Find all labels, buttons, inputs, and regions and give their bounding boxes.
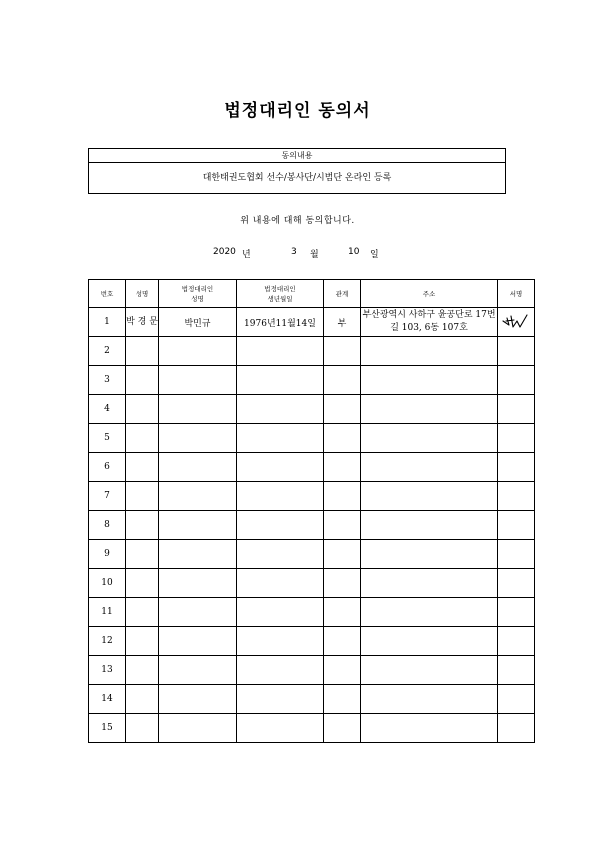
header-guardian-birth [237, 280, 324, 308]
row-signature [498, 337, 535, 366]
row-number: 8 [89, 511, 126, 540]
row-number: 6 [89, 453, 126, 482]
row-signature [498, 569, 535, 598]
table-row [89, 424, 535, 453]
row-number: 13 [89, 656, 126, 685]
table-row [89, 627, 535, 656]
row-number: 2 [89, 337, 126, 366]
row-signature [498, 627, 535, 656]
row-signature [498, 482, 535, 511]
row-address [361, 424, 498, 453]
row-number: 3 [89, 366, 126, 395]
row-relation [324, 714, 361, 743]
guardian-table [88, 279, 535, 743]
row-address [361, 511, 498, 540]
row-name [126, 714, 159, 743]
row-number: 14 [89, 685, 126, 714]
row-relation [324, 540, 361, 569]
date-month: 3 [291, 247, 297, 257]
row-relation [324, 482, 361, 511]
row-name [126, 627, 159, 656]
row-relation [324, 337, 361, 366]
row-name [126, 337, 159, 366]
consent-header: 동의내용 [89, 149, 505, 163]
row-guardian-birth [237, 424, 324, 453]
header-guardian-name-line1: 법정대리인 [181, 284, 214, 293]
signature-mark [501, 312, 531, 332]
row-signature [498, 424, 535, 453]
row-signature [498, 366, 535, 395]
row-guardian-birth [237, 511, 324, 540]
row-address [361, 627, 498, 656]
row-guardian-name [159, 569, 237, 598]
row-guardian-birth [237, 540, 324, 569]
row-name [126, 685, 159, 714]
row-address [361, 656, 498, 685]
row-signature [498, 540, 535, 569]
row-address [361, 598, 498, 627]
date-month-unit: 월 [310, 250, 319, 260]
row-address [361, 714, 498, 743]
row-name [126, 598, 159, 627]
table-row [89, 337, 535, 366]
row-signature [498, 308, 535, 337]
date-year: 2020 [213, 247, 236, 257]
row-relation [324, 511, 361, 540]
row-name [126, 482, 159, 511]
row-name [126, 424, 159, 453]
row-guardian-name [159, 685, 237, 714]
row-name [126, 511, 159, 540]
row-guardian-name [159, 511, 237, 540]
document-title: 법정대리인 동의서 [224, 101, 371, 121]
row-address [361, 482, 498, 511]
row-relation: 부 [324, 308, 361, 337]
row-number: 7 [89, 482, 126, 511]
table-row [89, 598, 535, 627]
row-relation [324, 453, 361, 482]
table-row [89, 482, 535, 511]
row-number: 10 [89, 569, 126, 598]
table-row [89, 395, 535, 424]
row-relation [324, 366, 361, 395]
row-signature [498, 656, 535, 685]
header-signature: 서명 [498, 280, 535, 308]
row-guardian-name [159, 482, 237, 511]
table-row [89, 453, 535, 482]
row-relation [324, 656, 361, 685]
header-number: 번호 [89, 280, 126, 308]
header-address: 주소 [361, 280, 498, 308]
row-guardian-name [159, 366, 237, 395]
row-guardian-name [159, 714, 237, 743]
row-address [361, 540, 498, 569]
table-row [89, 308, 535, 337]
row-name [126, 453, 159, 482]
row-guardian-birth [237, 395, 324, 424]
row-number: 12 [89, 627, 126, 656]
row-address [361, 337, 498, 366]
row-number: 15 [89, 714, 126, 743]
header-name: 성명 [126, 280, 159, 308]
row-number: 5 [89, 424, 126, 453]
row-signature [498, 685, 535, 714]
row-number: 11 [89, 598, 126, 627]
header-guardian-birth-line2: 생년월일 [267, 294, 293, 303]
row-address [361, 685, 498, 714]
row-guardian-name [159, 337, 237, 366]
row-signature [498, 453, 535, 482]
row-guardian-birth [237, 482, 324, 511]
row-address [361, 395, 498, 424]
row-guardian-name [159, 598, 237, 627]
row-number: 9 [89, 540, 126, 569]
row-guardian-birth [237, 366, 324, 395]
row-guardian-name: 박민규 [159, 308, 237, 337]
row-guardian-name [159, 627, 237, 656]
row-name [126, 569, 159, 598]
row-name [126, 395, 159, 424]
row-guardian-name [159, 453, 237, 482]
table-row [89, 511, 535, 540]
row-relation [324, 598, 361, 627]
row-name: 박 경 문 [126, 308, 159, 337]
row-guardian-name [159, 424, 237, 453]
row-number: 4 [89, 395, 126, 424]
header-relation: 관계 [324, 280, 361, 308]
row-guardian-birth [237, 569, 324, 598]
row-name [126, 540, 159, 569]
row-signature [498, 511, 535, 540]
table-row [89, 540, 535, 569]
row-guardian-birth [237, 656, 324, 685]
row-relation [324, 395, 361, 424]
row-guardian-birth [237, 337, 324, 366]
row-name [126, 656, 159, 685]
row-relation [324, 627, 361, 656]
row-guardian-birth [237, 627, 324, 656]
header-guardian-birth-line1: 법정대리인 [264, 284, 296, 293]
row-guardian-birth [237, 685, 324, 714]
row-number: 1 [89, 308, 126, 337]
date-day: 10 [348, 247, 360, 257]
row-address: 부산광역시 사하구 윤공단로 17번길 103, 6동 107호 [361, 308, 498, 337]
row-relation [324, 569, 361, 598]
date-year-unit: 년 [242, 250, 251, 260]
agree-statement: 위 내용에 대해 동의합니다. [240, 216, 355, 226]
row-guardian-name [159, 395, 237, 424]
row-guardian-birth [237, 714, 324, 743]
table-row [89, 656, 535, 685]
row-guardian-birth: 1976년11월14일 [237, 308, 324, 337]
consent-box [88, 148, 506, 194]
table-row [89, 366, 535, 395]
row-address [361, 366, 498, 395]
row-address [361, 569, 498, 598]
row-guardian-birth [237, 598, 324, 627]
row-guardian-name [159, 540, 237, 569]
table-row [89, 569, 535, 598]
row-guardian-birth [237, 453, 324, 482]
header-guardian-name [159, 280, 237, 308]
date-day-unit: 일 [370, 250, 379, 260]
row-name [126, 366, 159, 395]
row-signature [498, 395, 535, 424]
table-row [89, 685, 535, 714]
row-relation [324, 685, 361, 714]
header-guardian-name-line2: 성명 [191, 294, 204, 303]
row-signature [498, 714, 535, 743]
row-address [361, 453, 498, 482]
row-guardian-name [159, 656, 237, 685]
consent-content: 대한태권도협회 선수/봉사단/시범단 온라인 등록 [202, 173, 392, 183]
table-row [89, 714, 535, 743]
row-relation [324, 424, 361, 453]
table-header-row [89, 280, 535, 308]
row-signature [498, 598, 535, 627]
